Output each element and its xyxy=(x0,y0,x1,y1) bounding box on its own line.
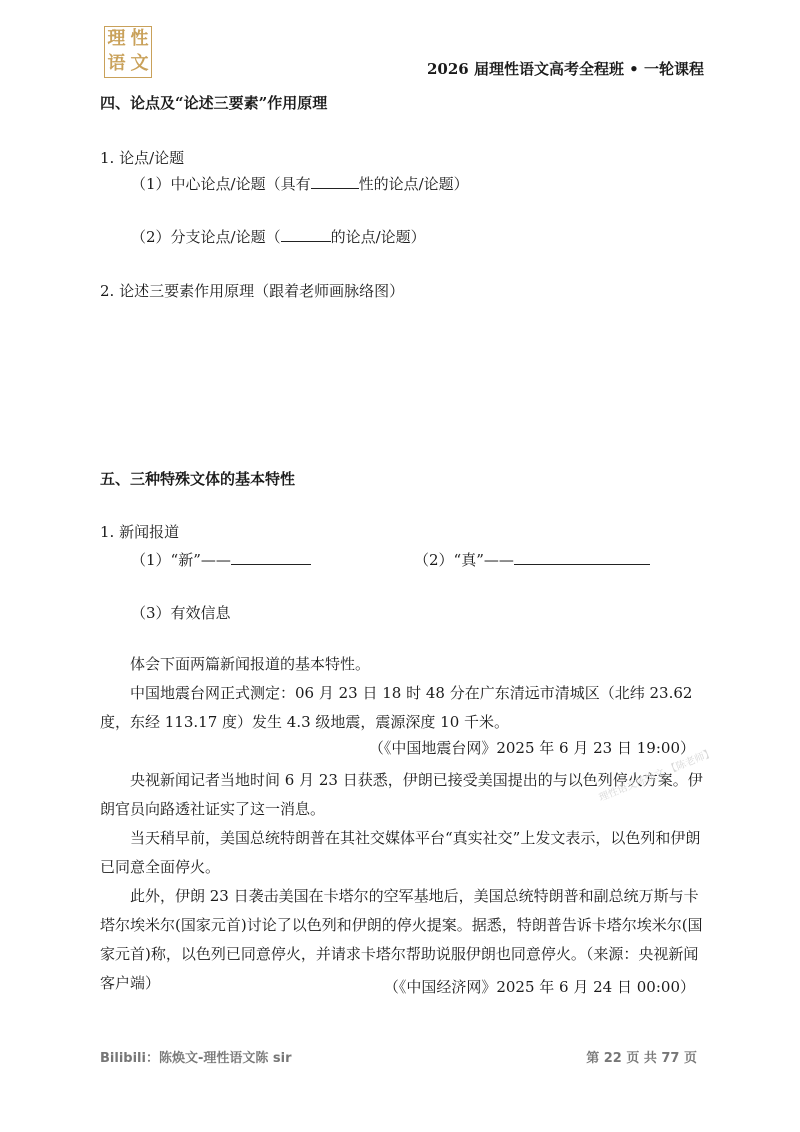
sub1-label: （1）“新”—— xyxy=(131,551,231,569)
page-number: 第 22 页 共 77 页 xyxy=(586,1051,697,1066)
news2-paragraph: 当天稍早前，美国总统特朗普在其社交媒体平台“真实社交”上发文表示，以色列和伊朗已同意全面停火。 xyxy=(100,829,701,876)
fill-in-blank[interactable] xyxy=(514,549,650,565)
section4-item1-sub1 xyxy=(131,173,469,194)
section4-heading: 四、论点及“论述三要素”作用原理 xyxy=(100,94,328,112)
section4-item1-sub2 xyxy=(131,226,426,247)
brand-logo xyxy=(104,26,152,78)
news2-paragraph: 此外，伊朗 23 日袭击美国在卡塔尔的空军基地后，美国总统特朗普和副总统万斯与卡塔尔埃米尔(国家元首)讨论了以色列和伊朗的停火提案。据悉，特朗普告诉卡塔尔埃米尔(国家元首)称，以色列已同意停火，并请求卡塔尔帮助说服伊朗也同意停火。（来源：央视新闻客户端） xyxy=(100,887,703,992)
logo-char: 理 xyxy=(107,28,126,49)
watermark: 理性语文陈焕文 【陈老师】 xyxy=(597,747,716,804)
logo-char: 性 xyxy=(130,28,149,49)
intro-text: 体会下面两篇新闻报道的基本特性。 xyxy=(130,655,371,673)
sub2-suffix: 的论点/论题） xyxy=(330,228,426,246)
news2-paragraph: 央视新闻记者当地时间 6 月 23 日获悉，伊朗已接受美国提出的与以色列停火方案。伊朗官员向路透社证实了这一消息。 xyxy=(100,771,703,818)
news1-source: （《中国地震台网》2025 年 6 月 23 日 19:00） xyxy=(368,739,695,757)
footer-left: Bilibili：陈焕文-理性语文陈 sir xyxy=(100,1051,292,1066)
news2-source: （《中国经济网》2025 年 6 月 24 日 00:00） xyxy=(383,978,695,996)
section5-heading: 五、三种特殊文体的基本特性 xyxy=(100,470,296,488)
section5-sub2 xyxy=(414,549,650,570)
sub2-label: （2）“真”—— xyxy=(414,551,514,569)
section4-item1-label: 1. 论点/论题 xyxy=(100,149,185,167)
section5-item1-label: 1. 新闻报道 xyxy=(100,523,180,541)
section4-item2-label: 2. 论述三要素作用原理（跟着老师画脉络图） xyxy=(100,282,405,300)
sub1-prefix: （1）中心论点/论题（具有 xyxy=(131,175,311,193)
header-title: 2026 届理性语文高考全程班 • 一轮课程 xyxy=(426,60,704,78)
fill-in-blank[interactable] xyxy=(311,173,359,189)
section5-sub3: （3）有效信息 xyxy=(131,604,231,622)
sub1-suffix: 性的论点/论题） xyxy=(358,175,469,193)
logo-char: 文 xyxy=(130,53,149,74)
logo-char: 语 xyxy=(107,53,126,74)
fill-in-blank[interactable] xyxy=(231,549,311,565)
fill-in-blank[interactable] xyxy=(281,226,331,242)
news1-text: 中国地震台网正式测定：06 月 23 日 18 时 48 分在广东清远市清城区（北纬 23.62 度，东经 113.17 度）发生 4.3 级地震，震源深度 10 千米。 xyxy=(100,684,693,731)
sub2-prefix: （2）分支论点/论题（ xyxy=(131,228,281,246)
section5-sub1 xyxy=(131,549,311,570)
